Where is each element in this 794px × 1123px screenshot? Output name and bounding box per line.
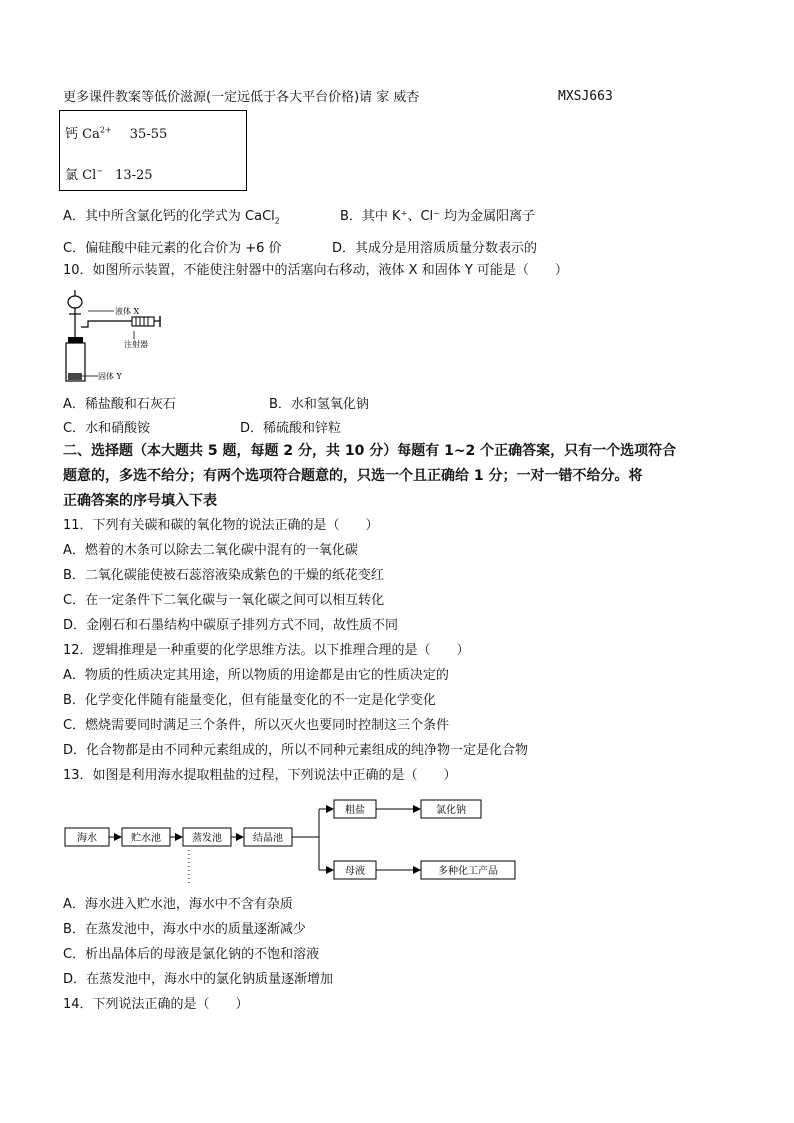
section2-heading-line2: 题意的，多选不给分；有两个选项符合题意的，只选一个且正确给 1 分；一对一错不给分。将 — [63, 468, 643, 484]
q14-stem: 14．下列说法正确的是（ ） — [63, 997, 249, 1012]
q10-stem: 10．如图所示装置，不能使注射器中的活塞向右移动，液体 X 和固体 Y 可能是（ ） — [63, 263, 568, 278]
q13-stem: 13．如图是利用海水提取粗盐的过程，下列说法中正确的是（ ） — [63, 768, 457, 783]
table-row-chloride — [65, 164, 153, 183]
header-ad-text: 更多课件教案等低价滋源(一定远低于各大平台价格)请 家 威杏 — [63, 90, 420, 105]
mineral-table — [59, 110, 247, 191]
q12-option-c: C．燃烧需要同时满足三个条件，所以灭火也要同时控制这三个条件 — [63, 718, 450, 733]
section2-heading-line3: 正确答案的序号填入下表 — [63, 493, 217, 509]
q12-option-b: B．化学变化伴随有能量变化，但有能量变化的不一定是化学变化 — [63, 693, 436, 708]
flow-mother-liquor: 母液 — [345, 866, 365, 877]
label-syringe: 注射器 — [124, 340, 148, 349]
label-liquid-x: 液体 X — [115, 307, 140, 316]
calcium-value: 35-55 — [129, 127, 168, 142]
q9-option-a-text: A．其中所含氯化钙的化学式为 CaCl — [63, 209, 275, 224]
q9-option-d: D．其成分是用溶质质量分数表示的 — [332, 241, 538, 256]
table-row-calcium — [65, 123, 167, 142]
q13-option-c: C．析出晶体后的母液是氯化钠的不饱和溶液 — [63, 947, 320, 962]
q11-option-c: C．在一定条件下二氧化碳与一氧化碳之间可以相互转化 — [63, 593, 385, 608]
q10-option-c: C．水和硝酸铵 — [63, 421, 151, 436]
q9-option-b: B．其中 K⁺、Cl⁻ 均为金属阳离子 — [340, 209, 536, 224]
q13-option-a: A．海水进入贮水池，海水中不含有杂质 — [63, 897, 293, 912]
chloride-label: 氯 Cl — [65, 168, 97, 183]
q13-flow-diagram — [63, 795, 523, 890]
q13-option-d: D．在蒸发池中，海水中的氯化钠质量逐渐增加 — [63, 972, 334, 987]
calcium-label: 钙 Ca — [65, 127, 100, 142]
q9-option-a — [63, 205, 280, 226]
flow-chemical-products: 多种化工产品 — [438, 866, 498, 877]
q10-apparatus-figure — [62, 287, 172, 385]
chloride-charge: − — [96, 166, 103, 176]
calcium-charge: 2+ — [99, 125, 112, 135]
header-ad-code: MXSJ663 — [558, 89, 613, 104]
q10-option-b: B．水和氢氧化钠 — [269, 397, 369, 412]
q11-stem: 11．下列有关碳和碳的氧化物的说法正确的是（ ） — [63, 518, 379, 533]
q9-option-a-sub: 2 — [274, 216, 280, 226]
chloride-value: 13-25 — [115, 168, 153, 183]
label-solid-y: 固体 Y — [98, 372, 122, 381]
q13-option-b: B．在蒸发池中，海水中水的质量逐渐减少 — [63, 922, 306, 937]
flow-sodium-chloride: 氯化钠 — [436, 805, 466, 816]
q12-option-d: D．化合物都是由不同种元素组成的，所以不同种元素组成的纯净物一定是化合物 — [63, 743, 529, 758]
q12-stem: 12．逻辑推理是一种重要的化学思维方法。以下推理合理的是（ ） — [63, 643, 470, 658]
flow-storage-pool: 贮水池 — [131, 833, 161, 844]
q11-option-a: A．燃着的木条可以除去二氧化碳中混有的一氧化碳 — [63, 543, 358, 558]
flow-evaporation-pool: 蒸发池 — [192, 833, 222, 844]
q9-option-c: C．偏硅酸中硅元素的化合价为 +6 价 — [63, 241, 282, 256]
q10-option-a: A．稀盐酸和石灰石 — [63, 397, 176, 412]
section2-heading-line1: 二、选择题（本大题共 5 题，每题 2 分，共 10 分）每题有 1~2 个正确答案，只有一个选项符合 — [63, 443, 677, 459]
q12-option-a: A．物质的性质决定其用途，所以物质的用途都是由它的性质决定的 — [63, 668, 449, 683]
flow-seawater: 海水 — [77, 833, 97, 844]
q11-option-b: B．二氧化碳能使被石蕊溶液染成紫色的干燥的纸花变红 — [63, 568, 384, 583]
q10-option-d: D．稀硫酸和锌粒 — [240, 421, 342, 436]
q11-option-d: D．金刚石和石墨结构中碳原子排列方式不同，故性质不同 — [63, 618, 399, 633]
flow-crystallization-pool: 结晶池 — [253, 833, 283, 844]
flow-crude-salt: 粗盐 — [345, 805, 365, 816]
